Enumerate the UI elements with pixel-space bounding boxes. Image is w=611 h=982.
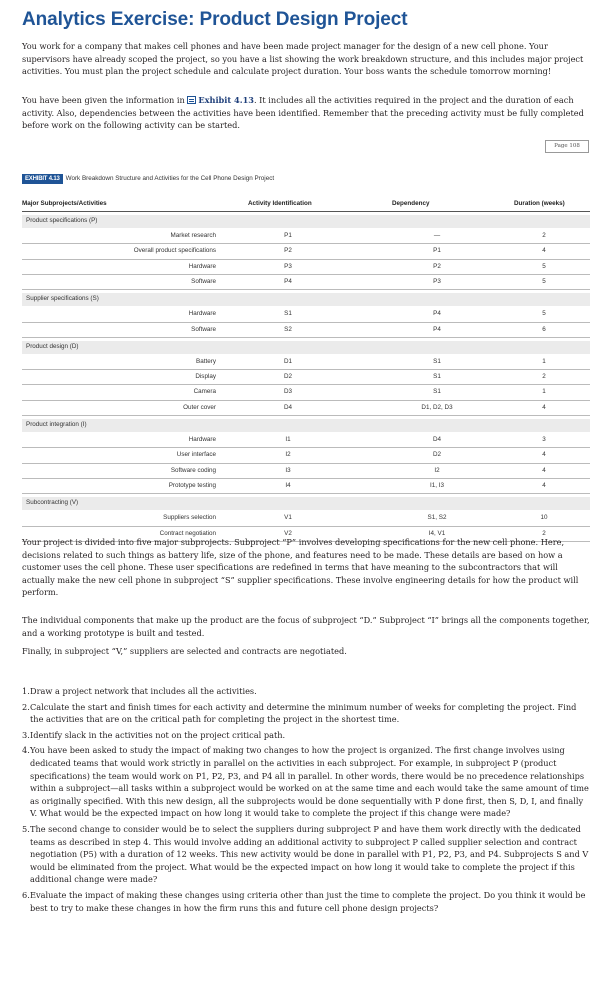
question-number: 3. (22, 729, 30, 740)
table-row (22, 511, 590, 526)
dependency-cell: D4 (432, 436, 442, 443)
table-group-row (22, 419, 590, 432)
duration-cell: 5 (542, 310, 546, 318)
dependency-cell: I4, V1 (428, 529, 446, 537)
activity-cell: Software (191, 277, 216, 285)
table-row (22, 244, 590, 259)
duration-cell: 1 (542, 388, 546, 396)
table-row (22, 479, 590, 494)
activity-cell: Contract negotiation (159, 529, 216, 537)
identification-cell: S1 (284, 310, 292, 318)
row-divider (22, 415, 590, 416)
activity-cell: Hardware (188, 436, 216, 443)
dependency-cell: S1 (433, 373, 441, 381)
row-divider (22, 493, 590, 494)
dependency-cell: D1, D2, D3 (421, 403, 453, 411)
header-dependency: Dependency (392, 200, 430, 207)
row-divider (22, 337, 590, 338)
dependency-cell: I2 (434, 466, 440, 474)
dependency-cell: P2 (433, 262, 441, 270)
activity-cell: Suppliers selection (163, 514, 216, 522)
duration-cell: 6 (542, 325, 546, 333)
table-row (22, 355, 590, 370)
question-text: Calculate the start and finish times for each activity and determine the minimum number of weeks for completing the project. Find the activities that are on the critical path for completing the project in the shortest time. (30, 701, 577, 725)
question-number: 5. (22, 823, 30, 834)
dependency-cell: S1, S2 (427, 514, 447, 522)
duration-cell: 5 (542, 262, 546, 270)
row-divider (22, 289, 590, 290)
exhibit-badge: EXHIBIT 4.13 (22, 174, 63, 184)
duration-cell: 4 (542, 247, 546, 255)
identification-cell: P1 (284, 232, 292, 239)
question-number: 4. (22, 745, 30, 756)
table-row (22, 275, 590, 290)
table-row (22, 323, 590, 338)
activity-cell: Software (191, 325, 216, 333)
identification-cell: I4 (285, 481, 291, 489)
question-item (22, 729, 590, 742)
group-name: Subcontracting (V) (26, 499, 79, 507)
question-text: You have been asked to study the impact of making two changes to how the project is organized. The first change involves using dedicated teams that would work strictly in parallel on the activities in each subproject. For example, in subproject P (product specifications) the team would work on P1, P2, P3, and P4 all in parallel. In other words, there would be no precedence relationships within a subproject—all tasks within a subproject would be worked on at the same time and each would take the same amount of time as originally specified. With this new design, all the subprojects would be done sequentially with P done first, then S, D, I, and finally V. What would be the expected impact on how long it would take to complete the project if this change were made? (30, 745, 589, 819)
question-number: 1. (22, 686, 30, 696)
table-group-row (22, 215, 590, 228)
identification-cell: V1 (284, 514, 292, 522)
intro-p2-after: . It includes all the activities required in the project and the duration of each activity. Also, dependencies between the activities have been identified. Remember that the preceding activity must be fully completed before work on the following activity can be started. (22, 95, 584, 131)
table-row (22, 464, 590, 479)
identification-cell: D2 (283, 373, 293, 381)
activity-cell: Camera (193, 388, 216, 396)
table-group-row (22, 293, 590, 306)
identification-cell: P2 (284, 247, 292, 255)
group-name: Product design (D) (26, 342, 79, 350)
duration-cell: 10 (540, 514, 548, 522)
table-row (22, 433, 590, 448)
question-item (22, 701, 590, 726)
body-paragraph-subcontracting: Finally, in subproject “V,” suppliers are selected and contracts are negotiated. (22, 646, 347, 656)
question-text: Draw a project network that includes all the activities. (30, 686, 257, 696)
identification-cell: I1 (285, 436, 291, 443)
activity-cell: Software coding (170, 466, 216, 474)
identification-cell: S2 (284, 325, 292, 333)
exhibit-header (22, 173, 590, 185)
activity-cell: Hardware (188, 262, 216, 270)
duration-cell: 4 (542, 481, 546, 489)
question-text: The second change to consider would be to select the suppliers during subproject P and have them work directly with the dedicated teams as described in step 4. This would involve adding an additional activity to subproject P called supplier selection and contract negotiation (P5) with a duration of 12 weeks. This new activity would be done in parallel with P1, P2, P3, and P4. Subprojects S and V would be eliminated from the project. What would be the expected impact on how long it would take to complete the project if this additional change were made? (30, 823, 589, 885)
header-activity: Major Subprojects/Activities (22, 200, 107, 207)
table-row (22, 401, 590, 416)
exhibit-link[interactable]: Exhibit 4.13 (198, 95, 254, 105)
duration-cell: 4 (542, 403, 546, 411)
dependency-cell: P4 (433, 310, 441, 318)
duration-cell: 5 (542, 277, 546, 285)
question-text: Evaluate the impact of making these changes using criteria other than just the time to complete the project. Do you think it would be best to try to make these changes in how the firm runs this and future cell phone design projects? (30, 889, 586, 913)
question-item (22, 823, 590, 886)
question-text: Identify slack in the activities not on the project critical path. (30, 729, 286, 740)
table-row (22, 307, 590, 322)
question-number: 2. (22, 701, 30, 712)
activity-cell: Overall product specifications (133, 247, 216, 255)
question-number: 6. (22, 889, 30, 900)
dependency-cell: P3 (433, 277, 441, 285)
duration-cell: 4 (542, 451, 546, 459)
activity-cell: Outer cover (183, 403, 216, 411)
activity-cell: Battery (196, 357, 216, 365)
question-item (22, 685, 590, 698)
dependency-cell: S1 (433, 357, 441, 365)
duration-cell: 4 (542, 466, 546, 474)
body-paragraph-subprojects: Your project is divided into five major subprojects. Subproject “P” involves developing specifications for the new cell phone. Here, decisions related to such things as battery life, size of the phone, and features need to be made. These details are based on how a customer uses the cell phone. These user specifications are redefined in terms that have meaning to the subcontractors that will actually make the new cell phone in subproject “S” supplier specifications. These involve engineering details for how the product will perform. (22, 537, 579, 598)
identification-cell: D4 (283, 403, 293, 411)
dependency-cell: — (433, 232, 441, 239)
intro-paragraph-2 (22, 94, 590, 132)
dependency-cell: P4 (433, 325, 441, 333)
group-name: Supplier specifications (S) (26, 295, 99, 303)
group-name: Product integration (I) (26, 421, 87, 428)
group-name: Product specifications (P) (26, 217, 98, 224)
dependency-cell: S1 (433, 388, 441, 396)
table-header-row (22, 195, 590, 212)
dependency-cell: I1, I3 (429, 481, 444, 489)
duration-cell: 1 (542, 357, 546, 365)
table-row (22, 448, 590, 463)
activity-cell: User interface (176, 451, 216, 459)
table-row (22, 370, 590, 385)
header-duration: Duration (weeks) (514, 200, 565, 207)
table-row (22, 260, 590, 275)
activity-cell: Market research (170, 232, 216, 239)
identification-cell: D1 (283, 357, 293, 365)
identification-cell: P3 (284, 262, 292, 270)
table-row (22, 229, 590, 244)
table-row (22, 385, 590, 400)
dependency-cell: D2 (432, 451, 442, 459)
intro-p2-before: You have been given the information in (22, 95, 185, 105)
duration-cell: 2 (542, 232, 546, 239)
identification-cell: I3 (285, 466, 291, 474)
header-identification: Activity Identification (248, 200, 312, 207)
page-number-tag: Page 108 (545, 140, 589, 153)
page-title: Analytics Exercise: Product Design Project (22, 9, 408, 30)
question-list (22, 685, 590, 917)
identification-cell: V2 (284, 529, 292, 537)
identification-cell: P4 (284, 277, 292, 285)
activity-cell: Display (195, 373, 216, 381)
exhibit-caption: Work Breakdown Structure and Activities for the Cell Phone Design Project (65, 175, 275, 182)
activity-cell: Prototype testing (168, 481, 216, 489)
intro-paragraph-1: You work for a company that makes cell phones and have been made project manager for the design of a new cell phone. Your supervisors have already scoped the project, so you have a list showing the work breakdown structure, and this includes major project activities. You must plan the project schedule and calculate project duration. Your boss wants the schedule tomorrow morning! (22, 41, 584, 77)
wbs-table (22, 195, 590, 537)
identification-cell: D3 (283, 388, 293, 396)
identification-cell: I2 (285, 451, 291, 459)
question-item (22, 744, 590, 820)
body-paragraph-components: The individual components that make up the product are the focus of subproject “D.” Subproject “I” brings all the components together, and a working prototype is built and tested. (22, 615, 590, 638)
duration-cell: 2 (542, 529, 546, 537)
activity-cell: Hardware (188, 310, 216, 318)
duration-cell: 3 (542, 436, 546, 443)
exhibit-reference-icon[interactable] (187, 96, 196, 104)
table-group-row (22, 341, 590, 354)
question-item (22, 889, 590, 914)
dependency-cell: P1 (433, 247, 441, 255)
table-group-row (22, 497, 590, 510)
duration-cell: 2 (542, 373, 546, 381)
